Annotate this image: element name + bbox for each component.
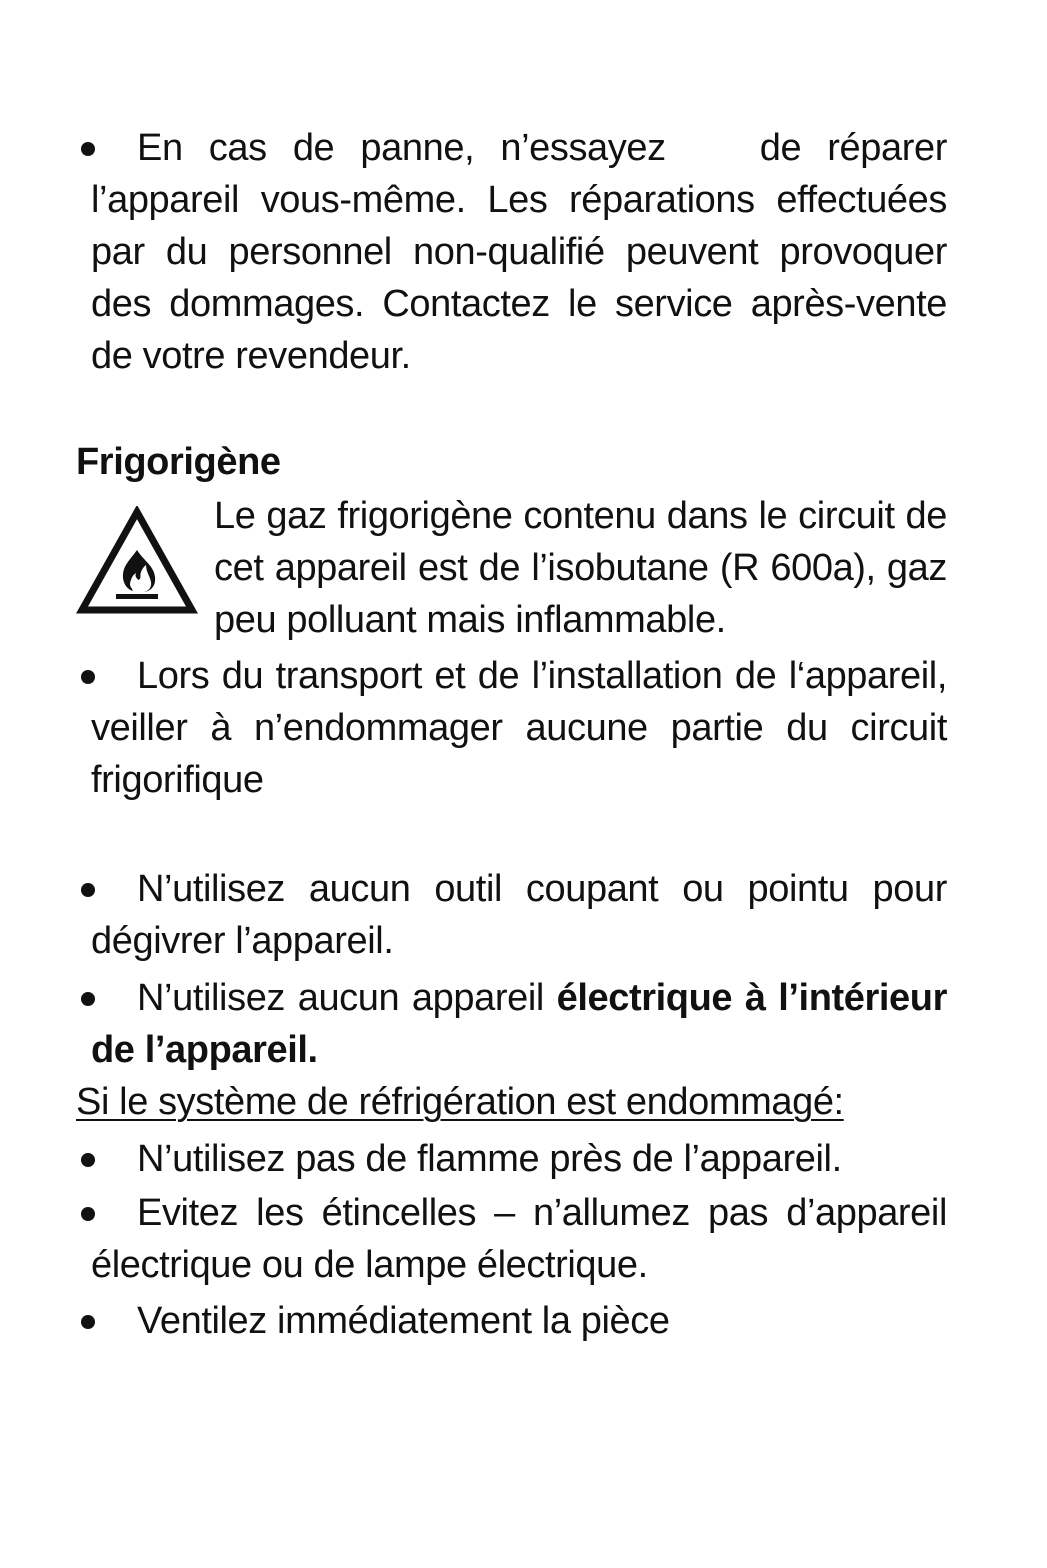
repair-warning-text-rest: l’appareil vous-même. Les réparations effectuées par du personnel non-qualifié peuvent provoquer des dommages. Contactez le service après-vente de votre revendeur. — [91, 179, 947, 377]
repair-warning-text-part2: de réparer — [759, 127, 947, 169]
sparks-paragraph — [91, 1187, 947, 1291]
electric-paragraph — [91, 972, 947, 1076]
tools-paragraph — [91, 863, 947, 967]
tools-text: N’utilisez aucun outil coupant ou pointu pour dégivrer l’appareil. — [91, 868, 947, 962]
sparks-text: Evitez les étincelles – n’allumez pas d’appareil électrique ou de lampe électrique. — [91, 1192, 947, 1286]
electric-text-bold: électrique à l’intérieur de l’appareil. — [91, 977, 947, 1071]
electric-text-normal: N’utilisez aucun appareil — [137, 977, 557, 1019]
repair-warning-text-part1: En cas de panne, n’essayez — [137, 127, 666, 169]
flame-paragraph — [91, 1133, 947, 1185]
ventilate-text: Ventilez immédiatement la pièce — [137, 1300, 670, 1342]
transport-paragraph — [91, 650, 947, 806]
repair-warning-paragraph — [91, 122, 947, 382]
damaged-system-heading: Si le système de réfrigération est endommagé: — [76, 1081, 844, 1123]
flammable-warning-icon — [76, 506, 198, 618]
flame-text: N’utilisez pas de flamme près de l’appareil. — [137, 1138, 842, 1180]
transport-text: Lors du transport et de l’installation de l‘appareil, veiller à n’endommager aucune partie du circuit frigorifique — [91, 655, 947, 801]
ventilate-paragraph — [91, 1295, 947, 1347]
refrigerant-gas-text: Le gaz frigorigène contenu dans le circuit de cet appareil est de l’isobutane (R 600a), gaz peu polluant mais inflammable. — [214, 495, 947, 641]
refrigerant-heading: Frigorigène — [76, 441, 281, 483]
